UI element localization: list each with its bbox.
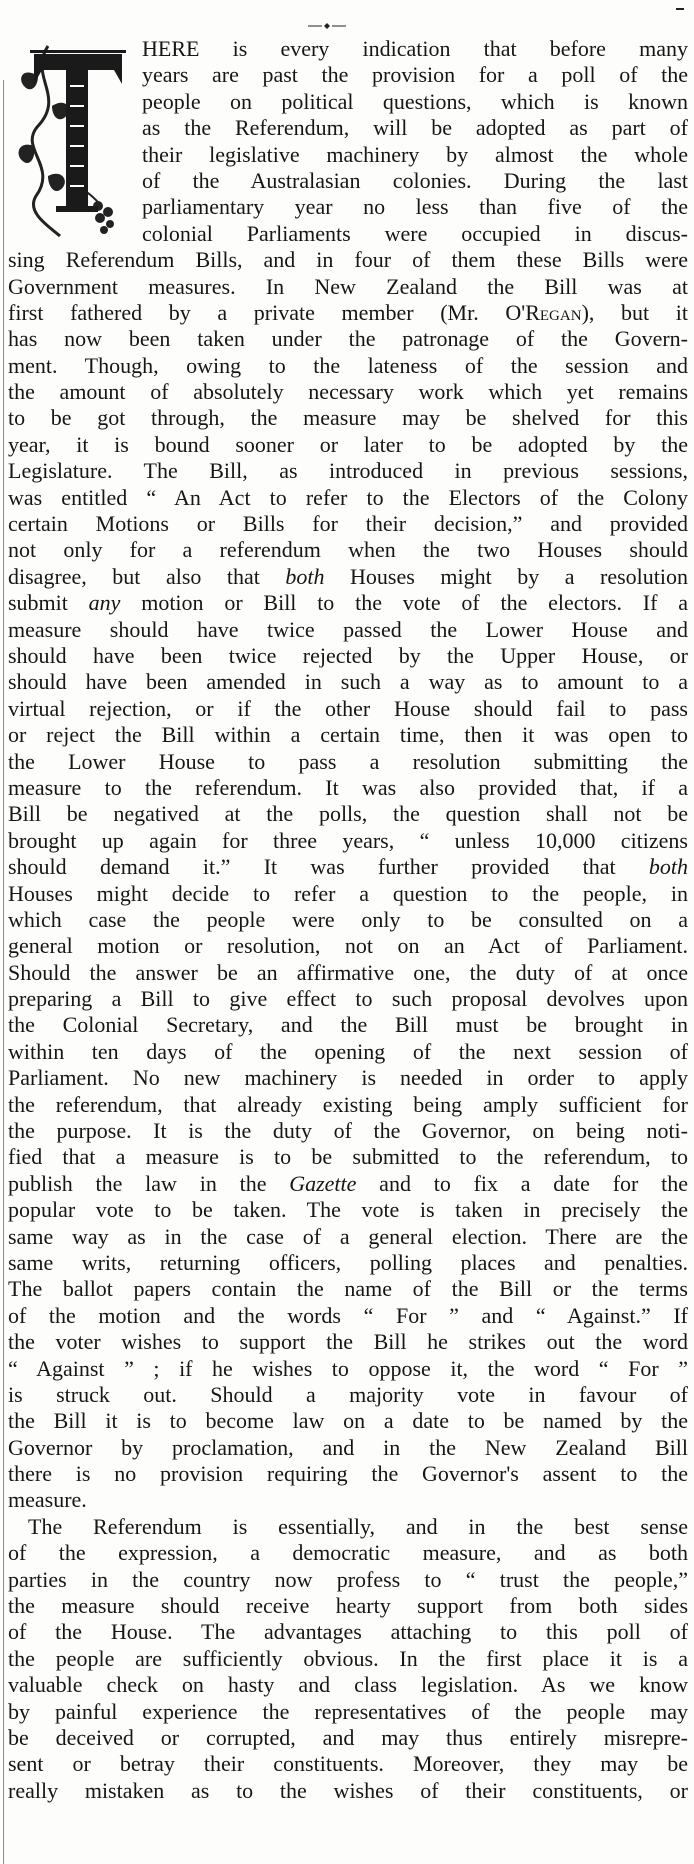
article-column — [8, 36, 688, 1804]
text-line: not only for a referendum when the two Houses should — [8, 537, 688, 563]
text-line: the Bill it is to become law on a date to be named by the — [8, 1408, 688, 1434]
text-line: to be got through, the measure may be shelved for this — [8, 405, 688, 431]
text-line: Governor by proclamation, and in the New Zealand Bill — [8, 1434, 688, 1460]
text-line: be deceived or corrupted, and may thus entirely misrepre- — [8, 1725, 688, 1750]
text-line: submit any motion or Bill to the vote of the electors. If a — [8, 590, 688, 616]
text-line: fied that a measure is to be submitted to the referendum, to — [8, 1144, 688, 1170]
ornamental-dropcap-t-icon — [8, 36, 134, 244]
text-line: is struck out. Should a majority vote in favour of — [8, 1381, 688, 1407]
text-line: has now been taken under the patronage of the Govern- — [8, 326, 688, 352]
text-line: sing Referendum Bills, and in four of them these Bills were — [8, 247, 688, 273]
paragraph-2 — [8, 1514, 688, 1804]
text-line: same way as in the case of a general election. There are the — [8, 1223, 688, 1249]
text-line: brought up again for three years, “ unless 10,000 citizens — [8, 827, 688, 853]
text-line: The Referendum is essentially, and in the best sense — [28, 1513, 688, 1539]
text-line: publish the law in the Gazette and to fix a date for the — [8, 1170, 688, 1196]
text-line: their legislative machinery by almost the whole — [142, 141, 688, 167]
text-line: parliamentary year no less than five of the — [142, 194, 688, 220]
text-line: HERE is every indication that before many — [142, 36, 688, 61]
text-line: valuable check on hasty and class legislation. As we know — [8, 1672, 688, 1698]
text-line: measure should have twice passed the Lower House and — [8, 616, 688, 642]
text-line: Legislature. The Bill, as introduced in previous sessions, — [8, 458, 688, 484]
text-line: same writs, returning officers, polling places and penalties. — [8, 1249, 688, 1275]
text-line: Should the answer be an affirmative one, the duty of at once — [8, 959, 688, 985]
text-line: virtual rejection, or if the other House should fail to pass — [8, 695, 688, 721]
column-rule — [3, 80, 4, 1864]
text-line: there is no provision requiring the Governor's assent to the — [8, 1461, 688, 1487]
text-line: of the motion and the words “ For ” and “ Against.” If — [8, 1302, 688, 1328]
text-line: Parliament. No new machinery is needed in order to apply — [8, 1065, 688, 1091]
text-line: “ Against ” ; if he wishes to oppose it, the word “ For ” — [8, 1355, 688, 1381]
text-line: first fathered by a private member (Mr. O'Regan), but it — [8, 299, 688, 325]
text-line: was entitled “ An Act to refer to the Electors of the Colony — [8, 484, 688, 510]
text-line: The ballot papers contain the name of the Bill or the terms — [8, 1276, 688, 1302]
ornament-divider-icon — [308, 20, 346, 32]
text-line: certain Motions or Bills for their decision,” and provided — [8, 511, 688, 537]
text-line: should have been twice rejected by the Upper House, or — [8, 642, 688, 668]
corner-mark — [676, 8, 684, 10]
text-line: as the Referendum, will be adopted as part of — [142, 115, 688, 141]
text-line: within ten days of the opening of the next session of — [8, 1038, 688, 1064]
text-line: the people are sufficiently obvious. In the first place it is a — [8, 1645, 688, 1671]
text-line: the Lower House to pass a resolution submitting the — [8, 748, 688, 774]
text-line: the voter wishes to support the Bill he strikes out the word — [8, 1329, 688, 1355]
text-line: measure to the referendum. It was also provided that, if a — [8, 774, 688, 800]
text-line: sent or betray their constituents. Moreover, they may be — [8, 1751, 688, 1777]
text-line: years are past the provision for a poll of the — [142, 62, 688, 88]
text-line: of the Australasian colonies. During the last — [142, 167, 688, 193]
text-line: people on political questions, which is known — [142, 88, 688, 114]
text-line: measure. — [8, 1487, 87, 1513]
text-line: parties in the country now profess to “ trust the people,” — [8, 1566, 688, 1592]
text-line: of the expression, a democratic measure, and as both — [8, 1540, 688, 1566]
text-line: the Colonial Secretary, and the Bill must be brought in — [8, 1012, 688, 1038]
text-line: by painful experience the representatives of the people may — [8, 1698, 688, 1724]
text-line: Government measures. In New Zealand the Bill was at — [8, 273, 688, 299]
text-line: the referendum, that already existing being amply sufficient for — [8, 1091, 688, 1117]
text-line: Houses might decide to refer a question to the people, in — [8, 880, 688, 906]
text-line: which case the people were only to be consulted on a — [8, 906, 688, 932]
text-line: of the House. The advantages attaching to this poll of — [8, 1619, 688, 1645]
text-line: Bill be negatived at the polls, the question shall not be — [8, 801, 688, 827]
text-line: ment. Though, owing to the lateness of the session and — [8, 352, 688, 378]
text-line: colonial Parliaments were occupied in discus- — [142, 220, 688, 246]
text-line: the purpose. It is the duty of the Governor, on being noti- — [8, 1118, 688, 1144]
text-line: year, it is bound sooner or later to be adopted by the — [8, 431, 688, 457]
text-line: the amount of absolutely necessary work which yet remains — [8, 379, 688, 405]
paragraph-1 — [8, 36, 688, 1514]
text-line: the measure should receive hearty support from both sides — [8, 1593, 688, 1619]
text-line: really mistaken as to the wishes of their constituents, or — [8, 1777, 688, 1803]
text-line: should have been amended in such a way as to amount to a — [8, 669, 688, 695]
text-line: should demand it.” It was further provided that both — [8, 854, 688, 880]
text-line: preparing a Bill to give effect to such proposal devolves upon — [8, 986, 688, 1012]
text-line: disagree, but also that both Houses might by a resolution — [8, 563, 688, 589]
text-line: or reject the Bill within a certain time, then it was open to — [8, 722, 688, 748]
text-line: general motion or resolution, not on an Act of Parliament. — [8, 933, 688, 959]
text-line: popular vote to be taken. The vote is taken in precisely the — [8, 1197, 688, 1223]
